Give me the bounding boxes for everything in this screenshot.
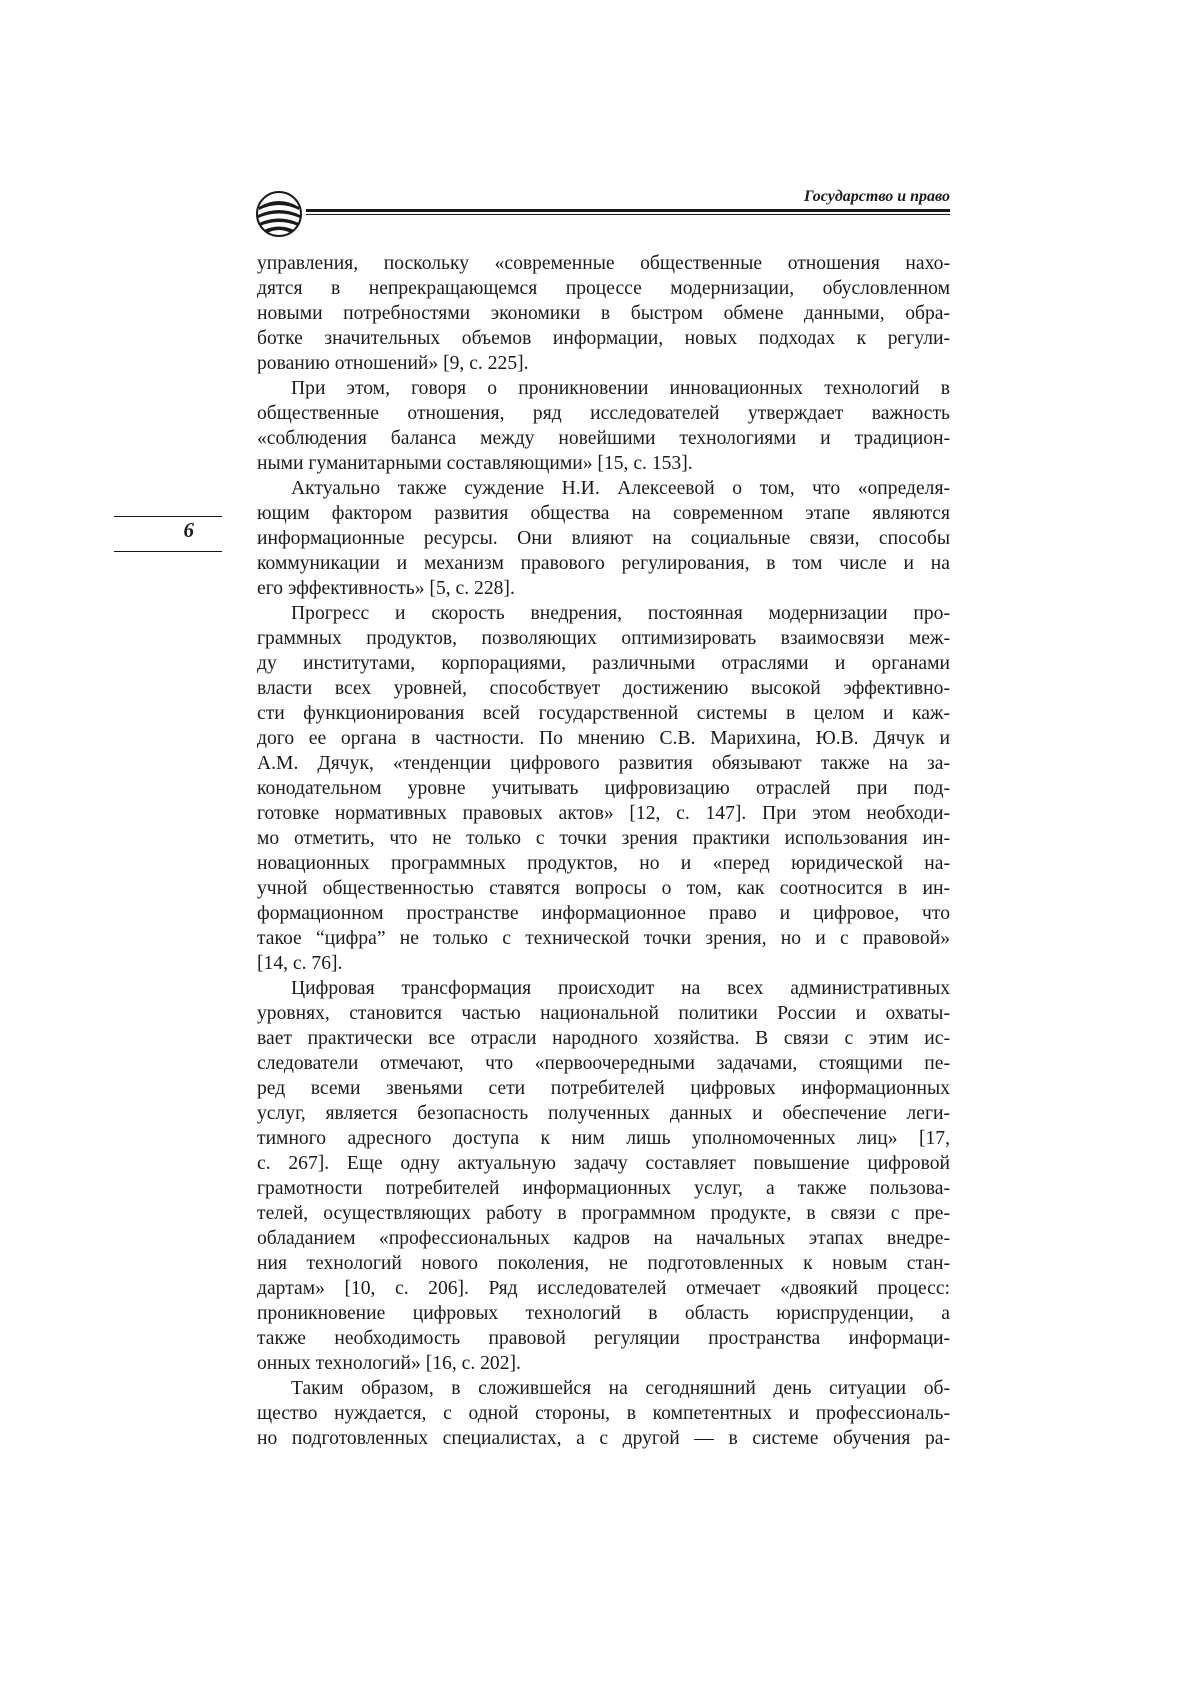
text-line: Таким образом, в сложившейся на сегодняшний день ситуации об- [291,1378,950,1399]
text-line: также необходимость правовой регуляции пространства информаци- [257,1328,950,1349]
text-line: Актуально также суждение Н.И. Алексеевой о том, что «определя- [291,478,950,499]
text-line: [14, с. 76]. [257,953,343,974]
text-line: грамотности потребителей информационных услуг, а также пользова- [257,1178,950,1199]
text-line: граммных продуктов, позволяющих оптимизировать взаимосвязи меж- [257,628,950,649]
text-line: Прогресс и скорость внедрения, постоянная модернизации про- [291,603,950,624]
text-line: власти всех уровней, способствует достижению высокой эффективно- [257,678,950,699]
text-line: коммуникации и механизм правового регулирования, в том числе и на [257,553,950,574]
text-line: учной общественностью ставятся вопросы о том, как соотносится в ин- [257,878,950,899]
page-number: 6 [183,518,194,542]
paragraph [257,476,950,601]
text-line: рованию отношений» [9, с. 225]. [257,353,529,374]
text-line: вает практически все отрасли народного хозяйства. В связи с этим ис- [257,1028,950,1049]
text-line: новационных программных продуктов, но и «перед юридической на- [257,853,950,874]
text-line: управления, поскольку «современные общественные отношения нахо- [257,253,950,274]
text-line: ред всеми звеньями сети потребителей цифровых информационных [257,1078,950,1099]
text-line: конодательном уровне учитывать цифровизацию отраслей при под- [257,778,950,799]
text-line: дого ее органа в частности. По мнению С.В. Марихина, Ю.В. Дячук и [257,728,950,749]
text-line: услуг, является безопасность полученных данных и обеспечение леги- [257,1103,950,1124]
paragraph [257,976,950,1376]
header-rule-thin [306,214,950,215]
text-line: проникновение цифровых технологий в область юриспруденции, а [257,1303,950,1324]
text-line: онных технологий» [16, с. 202]. [257,1353,521,1374]
text-line: щество нуждается, с одной стороны, в компетентных и профессиональ- [257,1403,950,1424]
running-header-title: Государство и право [803,188,950,205]
text-line: дятся в непрекращающемся процессе модернизации, обусловленном [257,278,950,299]
article-body [257,251,950,1451]
text-line: новыми потребностями экономики в быстром обмене данными, обра- [257,303,950,324]
text-line: А.М. Дячук, «тенденции цифрового развития обязывают также на за- [257,753,950,774]
journal-logo-icon [256,191,302,237]
text-line: ными гуманитарными составляющими» [15, с. 153]. [257,453,693,474]
text-line: ния технологий нового поколения, не подготовленных к новым стан- [257,1253,950,1274]
header-rule-thick [306,209,950,212]
text-line: Цифровая трансформация происходит на всех административных [291,978,950,999]
text-line: следователи отмечают, что «первоочередными задачами, стоящими пе- [257,1053,950,1074]
text-line: тимного адресного доступа к ним лишь уполномоченных лиц» [17, [257,1128,950,1149]
text-line: формационном пространстве информационное право и цифровое, что [257,903,950,924]
text-line: При этом, говоря о проникновении инновационных технологий в [291,378,950,399]
text-line: но подготовленных специалистах, а с другой — в системе обучения ра- [257,1428,950,1449]
text-line: его эффективность» [5, с. 228]. [257,578,515,599]
text-line: общественные отношения, ряд исследователей утверждает важность [257,403,950,424]
paragraph [257,376,950,476]
text-line: телей, осуществляющих работу в программном продукте, в связи с пре- [257,1203,950,1224]
text-line: ду институтами, корпорациями, различными отраслями и органами [257,653,950,674]
page-number-rule-bottom [114,551,222,552]
text-line: обладанием «профессиональных кадров на начальных этапах внедре- [257,1228,950,1249]
text-line: такое “цифра” не только с технической точки зрения, но и с правовой» [257,928,950,949]
text-line: готовке нормативных правовых актов» [12, с. 147]. При этом необходи- [257,803,950,824]
paragraph [257,251,950,376]
text-line: сти функционирования всей государственной системы в целом и каж- [257,703,950,724]
text-line: ющим фактором развития общества на современном этапе являются [257,503,950,524]
text-line: с. 267]. Еще одну актуальную задачу составляет повышение цифровой [257,1153,950,1174]
paragraph [257,601,950,976]
text-line: ботке значительных объемов информации, новых подходах к регули- [257,328,950,349]
text-line: мо отметить, что не только с точки зрения практики использования ин- [257,828,950,849]
text-line: информационные ресурсы. Они влияют на социальные связи, способы [257,528,950,549]
text-line: уровнях, становится частью национальной политики России и охваты- [257,1003,950,1024]
paragraph [257,1376,950,1451]
text-line: дартам» [10, с. 206]. Ряд исследователей отмечает «двоякий процесс: [257,1278,950,1299]
text-line: «соблюдения баланса между новейшими технологиями и традицион- [257,428,950,449]
